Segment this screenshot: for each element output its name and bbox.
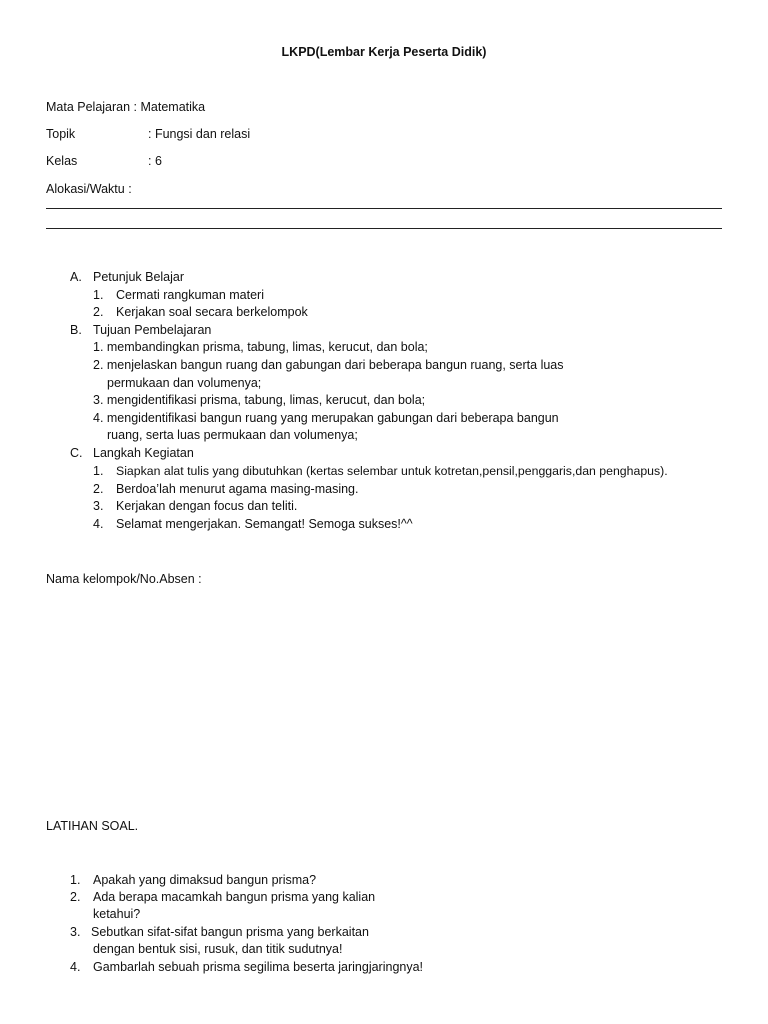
latihan-heading: LATIHAN SOAL. (46, 819, 139, 833)
section-c-item: Siapkan alat tulis yang dibutuhkan (kertas selembar untuk kotretan,pensil,penggaris,dan penghapus). (116, 464, 668, 478)
section-c-item-num: 1. (93, 464, 104, 478)
section-a-item: Cermati rangkuman materi (116, 288, 264, 302)
section-b-line: permukaan dan volumenya; (107, 376, 262, 390)
section-b-letter: B. (70, 323, 82, 337)
topik-label: Topik (46, 127, 76, 141)
question-number: 3. (70, 925, 81, 939)
section-c-heading: Langkah Kegiatan (93, 446, 194, 460)
section-a-item-num: 2. (93, 305, 104, 319)
section-b-heading: Tujuan Pembelajaran (93, 323, 212, 337)
section-b-line: 1. membandingkan prisma, tabung, limas, kerucut, dan bola; (93, 340, 428, 354)
question-number: 2. (70, 890, 81, 904)
divider-line-top (46, 208, 722, 209)
section-a-heading: Petunjuk Belajar (93, 270, 185, 284)
question-text: Gambarlah sebuah prisma segilima beserta jaringjaringnya! (93, 960, 424, 974)
section-a-item-num: 1. (93, 288, 104, 302)
kelas-label: Kelas (46, 154, 78, 168)
question-number: 4. (70, 960, 81, 974)
section-b-line: ruang, serta luas permukaan dan volumenya; (107, 428, 358, 442)
question-number: 1. (70, 873, 81, 887)
section-b-line: 3. mengidentifikasi prisma, tabung, limas, kerucut, dan bola; (93, 393, 426, 407)
question-text: Apakah yang dimaksud bangun prisma? (93, 873, 317, 887)
alokasi-waktu: Alokasi/Waktu : (46, 182, 132, 196)
section-c-item: Berdoa’lah menurut agama masing-masing. (116, 482, 359, 496)
document-title: LKPD(Lembar Kerja Peserta Didik) (281, 45, 487, 59)
kelas-value: : 6 (148, 154, 162, 168)
section-c-item-num: 4. (93, 517, 104, 531)
section-c-letter: C. (70, 446, 83, 460)
question-text-cont: dengan bentuk sisi, rusuk, dan titik sudutnya! (93, 942, 343, 956)
section-c-item-num: 2. (93, 482, 104, 496)
nama-kelompok-label: Nama kelompok/No.Absen : (46, 572, 202, 586)
question-text: Sebutkan sifat-sifat bangun prisma yang berkaitan (91, 925, 369, 939)
section-b-line: 2. menjelaskan bangun ruang dan gabungan dari beberapa bangun ruang, serta luas (93, 358, 564, 372)
topik-value: : Fungsi dan relasi (148, 127, 251, 141)
section-c-item: Kerjakan dengan focus dan teliti. (116, 499, 298, 513)
section-c-item: Selamat mengerjakan. Semangat! Semoga sukses!^^ (116, 517, 413, 531)
question-text: Ada berapa macamkah bangun prisma yang kalian (93, 890, 376, 904)
mata-pelajaran: Mata Pelajaran : Matematika (46, 100, 206, 114)
section-a-item: Kerjakan soal secara berkelompok (116, 305, 308, 319)
section-c-item-num: 3. (93, 499, 104, 513)
question-text-cont: ketahui? (93, 907, 141, 921)
section-b-line: 4. mengidentifikasi bangun ruang yang merupakan gabungan dari beberapa bangun (93, 411, 559, 425)
section-a-letter: A. (70, 270, 82, 284)
divider-line-bottom (46, 228, 722, 229)
